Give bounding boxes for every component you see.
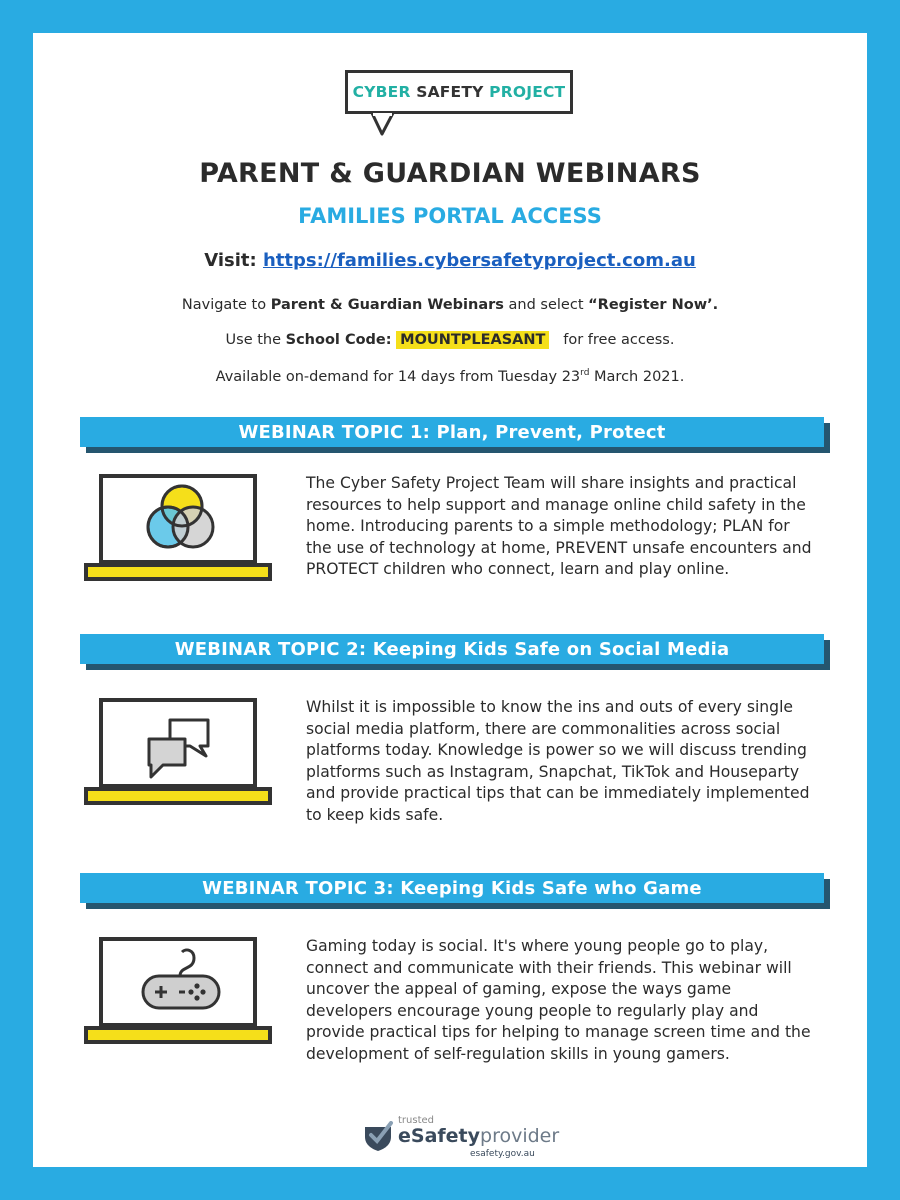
avail-prefix: Available on-demand for 14 days from Tuesday 23: [215, 368, 581, 385]
visit-label: Visit:: [204, 250, 257, 271]
topic-2-heading: WEBINAR TOPIC 2: Keeping Kids Safe on Social Media: [80, 634, 824, 664]
venn-diagram-icon: [83, 473, 273, 585]
page-subtitle: FAMILIES PORTAL ACCESS: [298, 204, 602, 228]
nav-mid: and select: [503, 297, 589, 313]
avail-suffix: March 2021.: [589, 368, 685, 385]
game-controller-icon: [83, 936, 273, 1048]
flyer-page: [33, 33, 867, 1167]
brand-esafety: eSafety: [398, 1125, 481, 1147]
availability-note: [33, 368, 867, 385]
topic-3-banner: [80, 873, 828, 907]
school-code-instruction: [33, 332, 867, 348]
checkmark-shield-icon: [363, 1121, 395, 1151]
esafety-brand: [398, 1125, 559, 1147]
families-portal-link[interactable]: https://families.cybersafetyproject.com.au: [262, 250, 696, 271]
esafety-domain: esafety.gov.au: [470, 1149, 535, 1159]
topic-3-description: Gaming today is social. It's where young people go to play, connect and communicate with their friends. This webinar will uncover the appeal of gaming, expose the ways game developers encourage young people to regularly play and provide practical tips for helping to manage screen time and the development of self-regulation skills in young gamers.: [306, 937, 811, 1063]
page-title: PARENT & GUARDIAN WEBINARS: [199, 158, 701, 189]
chat-bubbles-icon: [83, 697, 273, 809]
topic-1-description: The Cyber Safety Project Team will share insights and practical resources to help support and manage online child safety in the home. Introducing parents to a simple methodology; PLAN for the use of technology at home, PREVENT unsafe encounters and PROTECT children who connect, learn and play online.: [306, 474, 812, 578]
topic-2-description: Whilst it is impossible to know the ins and outs of every single social media platform, there are commonalities across social platforms today. Knowledge is power so we will discuss trending platforms such as Instagram, Snapchat, TikTok and Houseparty and provide practical tips that can be immediately implemented to keep kids safe.: [306, 698, 810, 824]
school-code-label: School Code:: [285, 332, 392, 348]
cyber-safety-project-logo: [345, 70, 573, 114]
logo-word-safety: SAFETY: [416, 83, 484, 101]
topic-3-heading: WEBINAR TOPIC 3: Keeping Kids Safe who Game: [80, 873, 824, 903]
topic-2-banner: [80, 634, 828, 668]
school-code-value: MOUNTPLEASANT: [396, 331, 549, 349]
avail-ordinal: rd: [580, 368, 590, 378]
esafety-provider-logo: [363, 1113, 563, 1159]
nav-prefix: Navigate to: [181, 297, 271, 313]
trusted-label: trusted: [398, 1115, 435, 1126]
code-suffix: for free access.: [563, 332, 675, 348]
logo-word-project: PROJECT: [489, 83, 566, 101]
code-prefix: Use the: [225, 332, 286, 348]
visit-line: [33, 250, 867, 271]
brand-provider: provider: [480, 1125, 560, 1147]
navigate-instruction: [33, 297, 867, 313]
topic-1-heading: WEBINAR TOPIC 1: Plan, Prevent, Protect: [80, 417, 824, 447]
speech-bubble-tail-icon: [369, 113, 409, 137]
topic-1-banner: [80, 417, 828, 451]
logo-word-cyber: CYBER: [352, 83, 411, 101]
nav-section-name: Parent & Guardian Webinars: [270, 297, 504, 313]
register-now-text: “Register Now’.: [588, 297, 719, 313]
